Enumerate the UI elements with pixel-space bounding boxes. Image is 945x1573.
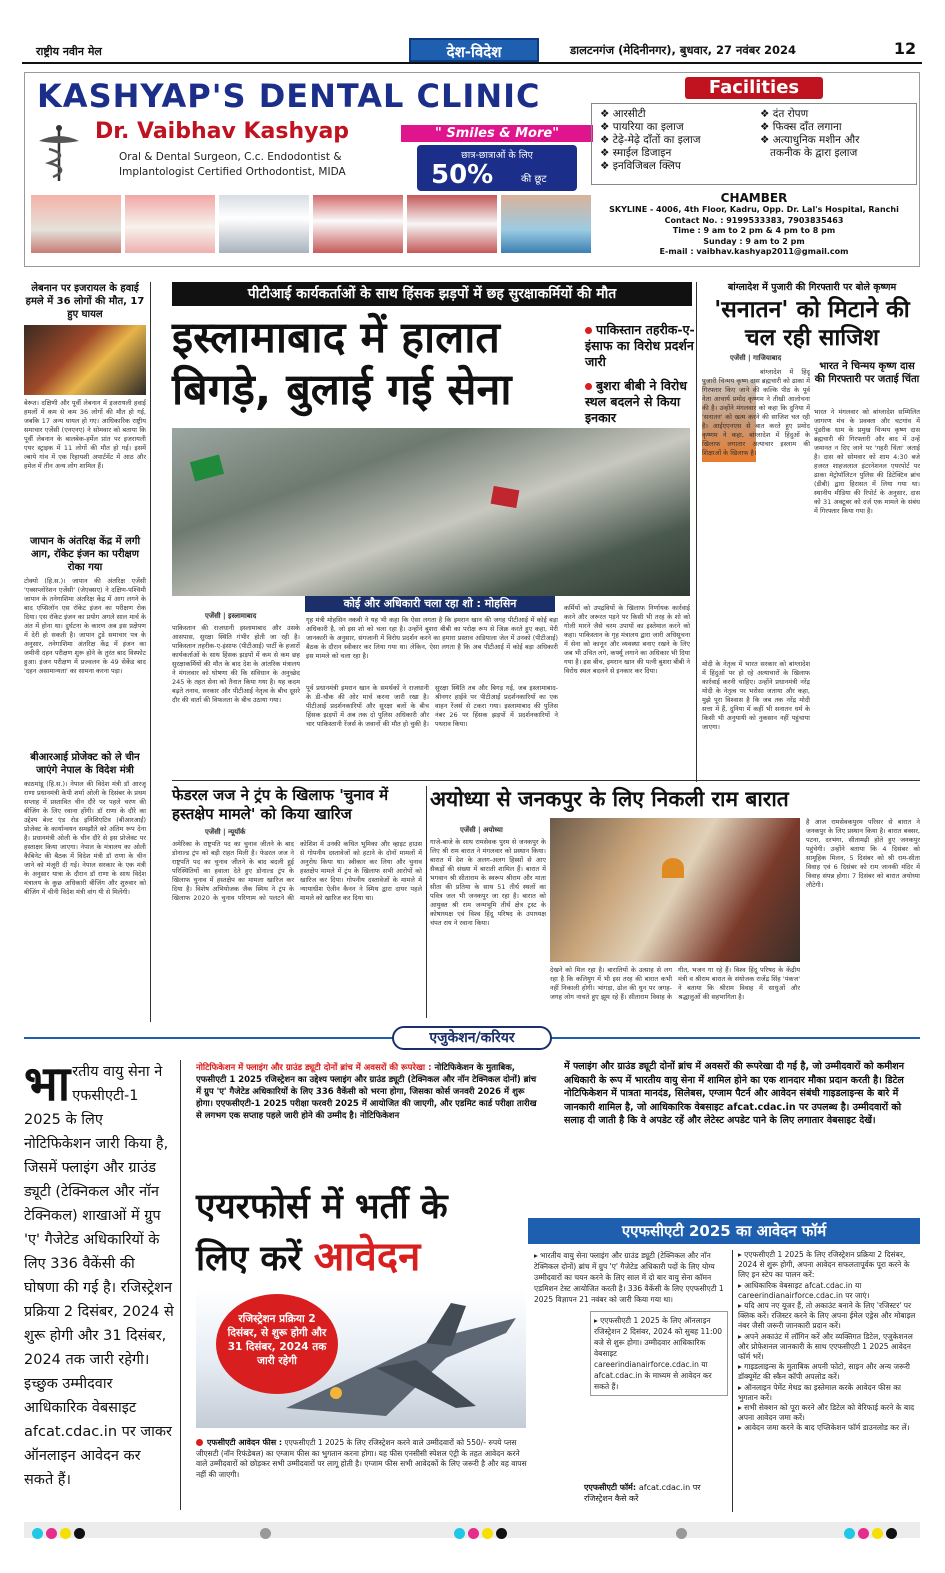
airforce-headline-highlight: आवेदन xyxy=(313,1234,421,1280)
facility-item: ❖ टेढ़े-मेढ़े दाँतों का इलाज xyxy=(600,134,701,146)
print-registration-strip xyxy=(24,1522,920,1538)
lebanon-headline: लेबनान पर इजरायल के हवाई हमले में 36 लोगों की मौत, 17 हुए घायल xyxy=(25,283,145,320)
offer-top-text: छात्र-छात्राओं के लिए xyxy=(461,150,533,161)
smile-photo xyxy=(313,195,403,253)
form-step-item: ▸ गाइडलाइन्स के मुताबिक अपनी फोटो, साइन और अन्य जरूरी डॉक्यूमेंट की स्कैन कॉपी अपलोड करें। xyxy=(738,1362,910,1382)
chamber-contact: Contact No. : 9199533383, 7903835463 xyxy=(664,215,844,225)
saffron-turban xyxy=(662,858,684,878)
fighter-jet-graphic xyxy=(196,1288,526,1428)
facilities-box xyxy=(591,103,917,185)
nepal-story-body: काठमांडू (हि.स.)। नेपाल की विदेश मंत्री डॉ आरजू राणा प्रधानमंत्री केपी शर्मा ओली के दिसंबर के प्रथम सप्ताह में प्रस्तावित चीन दौरे पर पहले चरण की बीजिंग के लिए रवाना होंगी। डॉ राणा के दौरे का उद्देश्य बेल्ट एंड रोड इनिशिएटिव (बीआरआई) प्रोजेक्ट के कार्यान्वयन समझौते को अंतिम रूप देना है। प्रधानमंत्री ओली के चीन दौरे से इस प्रोजेक्ट पर हस्ताक्षर किया जाएगा। नेपाल के मंत्रालय का ओली कैबिनेट की बैठक में विदेश मंत्री डॉ राणा के चीन जाने को मंजूरी दी गई। नेपाल सरकार के एक मंत्री के अनुसार यात्रा के दौरान डॉ राणा के साथ विदेश मंत्रालय के कुछ अधिकारी बीजिंग और शुरुवार को बीजिंग में चीनी विदेश मंत्री वांग यी से मिलेंगी। xyxy=(24,780,146,896)
islamabad-protest-photo xyxy=(172,428,690,596)
tooth-photo-strip xyxy=(31,195,591,253)
japan-headline: जापान के अंतरिक्ष केंद्र में लगी आग, रॉकेट इंजन का परीक्षण रोका गया xyxy=(29,536,141,573)
main-body-col4: कर्मियों को उपद्रवियों के खिलाफ निर्णायक कार्रवाई करने और जरूरत पड़ने पर किसी भी तरह के शो को गोली मारने जैसे चरम उपायों का इस्तेमाल करने को कहा। पाकिस्तान के गृह मंत्रालय द्वारा जारी अधिसूचना में सेना को कानून और व्यवस्था बनाए रखने के लिए जब भी उचित लगे, कर्फ्यू लगाने का अधिकार भी दिया गया है। इस बीच, इमरान खान की पत्नी बुशरा बीबी ने विरोध स्थल बदलने से इनकार कर दिया। xyxy=(564,604,690,675)
sanatan-story-continued: मोदी के नेतृत्व में भारत सरकार को बांग्लादेश में हिंदुओं पर हो रहे अत्याचारों के खिलाफ कार्रवाई करनी चाहिए। उन्होंने प्रधानमंत्री नरेंद्र मोदी के नेतृत्व पर भरोसा जताया और कहा, मुझे पूरा विश्वास है कि जब तक नरेंद्र मोदी सत्ता में हैं, दुनिया में कहीं भी सनातन धर्म के किसी भी अनुयायी को नुकसान नहीं पहुंचाया जाएगा। xyxy=(702,660,810,788)
column-divider xyxy=(150,282,151,1022)
form-step-item: ▸ एएफसीएटी 1 2025 के लिए ऑनलाइन रजिस्ट्रेशन 2 दिसंबर, 2024 को सुबह 11:00 बजे से शुरू होगा। उम्मीदवार आधिकारिक वेबसाइट careerindianairforce.cdac.in या afcat.cdac.in के माध्यम से आवेदन कर सकते हैं। xyxy=(590,1311,728,1396)
form-step-item: ▸ आधिकारिक वेबसाइट afcat.cdac.in या careerindianairforce.cdac.in पर जाएं। xyxy=(738,1280,870,1300)
facility-item: ❖ स्माईल डिजाइन xyxy=(600,147,672,159)
notification-body: नोटिफिकेशन के मुताबिक, एफसीएटी 1 2025 रजिस्ट्रेशन का उद्देश्य फ्लाइंग और ग्राउंड ड्यूटी (टेक्निकल और नॉन टेक्निकल दोनों) ब्रांच में ग्रुप 'ए' गैजेटेड अधिकारियों के लिए 336 वैकेंसी को भरना होगा, जिसका कोर्स जनवरी 2026 में शुरू होगा। एएफसीएटी-1 2025 परीक्षा फरवरी 2025 में आयोजित की जाएगी, और एडमिट कार्ड परीक्षा तारीख से लगभग एक सप्ताह पहले जारी होने की उम्मीद है। नोटिफिकेशन xyxy=(196,1063,537,1121)
trump-agency-line: एजेंसी | न्यूयॉर्क xyxy=(205,828,246,836)
chamber-info xyxy=(591,191,917,263)
application-form-title: एएफसीएटी 2025 का आवेदन फॉर्म xyxy=(528,1218,920,1244)
color-swatches-center xyxy=(454,1524,510,1543)
paper-name: राष्ट्रीय नवीन मेल xyxy=(36,45,102,58)
masthead xyxy=(22,38,922,64)
left-news-column xyxy=(24,282,146,1022)
form-steps-left xyxy=(534,1250,728,1512)
main-banner: पीटीआई कार्यकर्ताओं के साथ हिंसक झड़पों में छह सुरक्षाकर्मियों की मौत xyxy=(172,282,692,306)
section-divider xyxy=(172,780,920,781)
sanatan-story-body: बांग्लादेश में हिंदू पुजारी चिन्मय कृष्ण दास ब्रह्मचारी को ढाका में गिरफ्तार किए जाने की कल्कि पीठ के पूर्व नेता आचार्य प्रमोद कृष्णम ने तीखी आलोचना की है। उन्होंने मंगलवार को कहा कि दुनिया में 'सनातन' को खत्म करने की साजिश चल रही है। आईएएनएस से बात करते हुए प्रमोद कृष्णम ने कहा, बांग्लादेश में हिंदुओं के खिलाफ लगातार अत्याचार इस्लाम की शिक्षाओं के खिलाफ है। xyxy=(702,368,810,457)
chamber-sunday: Sunday : 9 am to 2 pm xyxy=(703,236,805,246)
edu-lead-body: रतीय वायु सेना ने एफसीएटी-1 2025 के लिए नोटिफिकेशन जारी किया है, जिसमें फ्लाइंग और ग्राउंड ड्यूटी (टेक्निकल और नॉन टेक्निकल) शाखाओं में ग्रुप 'ए' गैजेटेड अधिकारियों के लिए 336 वैकेंसी की घोषणा की गई है। रजिस्ट्रेशन प्रक्रिया 2 दिसंबर, 2024 से शुरू होगी और 31 दिसंबर, 2024 तक जारी रहेगी। इच्छुक उम्मीदवार आधिकारिक वेबसाइट afcat.cdac.in पर जाकर ऑनलाइन आवेदन कर सकते हैं। xyxy=(24,1064,174,1488)
education-header xyxy=(24,1026,920,1050)
main-body-col3: पूर्व प्रधानमंत्री इमरान खान के समर्थकों ने राजधानी के डी-चौक की ओर मार्च करना जारी रखा है। पीटीआई प्रदर्शनकारियों और सुरक्षा बलों के बीच हिंसक झड़पों में अब तक दो पुलिस अधिकारी और चार पाकिस्तानी रेंजर्स के जवानों की मौत हो चुकी है। सुरक्षा स्थिति तब और बिगड़ गई, जब इस्लामाबाद-श्रीनगर हाईवे पर पीटीआई प्रदर्शनकारियों का एक वाहन रेंजर्स से टकरा गया। इस्लामाबाद की पुलिस नंबर 26 पर हिंसक झड़पों में प्रदर्शनकारियों ने पथराव किया। xyxy=(306,684,558,728)
form-step-item: ▸ सभी सेक्शन को पूरा करने और डिटेल को वेरिफाई करने के बाद अपना आवेदन जमा करें। xyxy=(738,1403,915,1423)
lebanon-story-body: बेरूत। दक्षिणी और पूर्वी लेबनान में इजरायली हवाई हमलों में कम से कम 36 लोगों की मौत हो गई, जबकि 17 अन्य घायल हो गए। आधिकारिक राष्ट्रीय समाचार एजेंसी (एनएनए) ने सोमवार को बताया कि पूर्वी लेबनान के बालबेक-हर्मेल प्रांत पर इजरायली एयर स्ट्राइक में 11 लोगों की मौत हो गई। इसमें ल्बाये गांव में एक रिहायशी अपार्टमेंट में आठ और हमेल में तीन अन्य लोग शामिल हैं। xyxy=(24,399,146,470)
column-divider xyxy=(696,282,697,782)
notification-heading: नोटिफिकेशन में फ्लाइंग और ग्राउंड ड्यूटी दोनों ब्रांच में अवसरों की रूपरेखा : xyxy=(196,1063,432,1073)
dateline: डालटनगंज (मेदिनीनगर), बुधवार, 27 नवंबर 2024 xyxy=(570,43,797,57)
fee-heading: एफसीएटी आवेदन फीस : xyxy=(196,1438,282,1447)
form-steps-right xyxy=(738,1250,920,1512)
dental-clinic-ad xyxy=(24,72,920,267)
qualifications-line-2: Implantologist Certified Orthodontist, MIDA xyxy=(119,166,346,178)
facility-item: ❖ फिक्स दाँत लगाना xyxy=(760,121,842,133)
ayodhya-story-body: गाजे-बाजे के साथ रामसेवक पुरम से जनकपुर के लिए श्री राम बारात ने मंगलवार को प्रस्थान किया। बारात में देश के अलग-अलग हिस्सों से आए सैकड़ों की संख्या में बाराती शामिल हैं। बारात में भगवान श्री सीताराम के स्वरूप श्रीराम और माता सीता की प्रतिमा के साथ 51 तीर्थ स्थलों का पवित्र जल भी जनकपुर जा रहा है। बारात को आयुक्त श्री राम जन्मभूमि तीर्थ क्षेत्र ट्रस्ट के कोषाध्यक्ष एवं विश्व हिंदू परिषद के उपाध्यक्ष चंपत राय ने रवाना किया। xyxy=(430,838,546,927)
ayodhya-headline: अयोध्या से जनकपुर के लिए निकली राम बारात xyxy=(430,787,789,811)
student-offer-box xyxy=(417,145,577,191)
trump-story-body: अमेरिका के राष्ट्रपति पद का चुनाव जीतने के बाद डोनाल्ड ट्रंप को बड़ी राहत मिली है। फेडरल जज ने राष्ट्रपति पद का चुनाव जीतने के बाद बदली हुई परिस्थितियों का हवाला देते हुए डोनाल्ड ट्रंप के खिलाफ चुनाव में हस्तक्षेप का मामला खारिज कर दिया है। विशेष अभियोजक जैक स्मिथ ने ट्रंप के खिलाफ 2020 के चुनाव परिणाम को पलटने की कोशिश में उनकी कथित भूमिका और व्हाइट हाउस से गोपनीय दस्तावेजों को हटाने के दोनों मामलों में अनुरोध किया था। स्वीकार कर लिया और चुनाव हस्तक्षेप मामले में ट्रंप के खिलाफ सभी आरोपों को खारिज कर दिया। गोपनीय दस्तावेजों के मामले में न्यायाधीश ऐलीन कैनन ने स्मिथ द्वारा दायर पहले मामले को खारिज कर दिया था। xyxy=(172,840,422,902)
bangladesh-subhead: भारत ने चिन्मय कृष्ण दास की गिरफ्तारी पर जताई चिंता xyxy=(814,361,920,385)
right-agency-line: एजेंसी | गाजियाबाद xyxy=(730,354,782,362)
chamber-email: E-mail : vaibhav.kashyap2011@gmail.com xyxy=(659,247,849,256)
notification-summary xyxy=(196,1062,538,1174)
implant-photo xyxy=(219,195,309,253)
notification-summary-continued: में फ्लाइंग और ग्राउंड ड्यूटी दोनों ब्रांच में अवसरों की रूपरेखा दी गई है, जो उम्मीदवारों को कमीशन अधिकारी के रूप में भारतीय वायु सेना में शामिल होने का एक शानदार मौका प्रदान करती है। डिटेल नोटिफिकेशन में पात्रता मानदंड, सिलेबस, एग्जाम पैटर्न और आवेदन संबंधी गाइडलाइन्स के बारे में जानकारी शामिल है, जो आधिकारिक वेबसाइट afcat.cdac.in पर उपलब्ध है। उम्मीदवारों को सलाह दी जाती है कि वे अपडेट रहें और लेटेस्ट अपडेट पाने के लिए लगातार वेबसाइट देखें। xyxy=(564,1061,905,1126)
form-step-item: ▸ एएफसीएटी 1 2025 के लिए रजिस्ट्रेशन प्रक्रिया 2 दिसंबर, 2024 से शुरू होगी, अपना आवेदन सफलतापूर्वक पूरा करने के लिए इन स्टेप का पालन करें: xyxy=(738,1250,910,1280)
facility-item: ❖ दंत रोपण xyxy=(760,108,809,120)
offer-percent: 50% xyxy=(431,160,494,190)
main-agency-line: एजेंसी | इस्लामाबाद xyxy=(205,612,257,620)
column-divider xyxy=(180,1060,181,1510)
bullet-item: पाकिस्तान तहरीक-ए-इंसाफ का विरोध प्रदर्शन जारी xyxy=(585,322,695,369)
caduceus-tooth-icon xyxy=(31,123,87,185)
sanatan-headline: 'सनातन' को मिटाने की चल रही साजिश xyxy=(714,297,910,351)
party-flag xyxy=(190,454,224,481)
ayodhya-agency-line: एजेंसी | अयोध्या xyxy=(460,826,503,834)
form-step-item: ▸ भारतीय वायु सेना फ्लाइंग और ग्राउंड ड्यूटी (टेक्निकल और नॉन टेक्निकल दोनों) ब्रांच में ग्रुप 'ए' गैजेटेड अधिकारी पदों के लिए योग्य उम्मीदवारों का चयन करने के लिए साल में दो बार वायु सेना कॉमन एडमिशन टेस्ट आयोजित करती है। 336 वैकेंसी के लिए एएफसीएटी 1 2025 विज्ञापन 21 नवंबर को जारी किया गया था। xyxy=(534,1251,724,1304)
main-body-col2: गृह मंत्री मोहसिन नकवी ने यह भी कहा कि ऐसा लगता है कि इमरान खान की जगह पीटीआई में कोई बड़ा अधिकारी है, जो इस शो को चला रहा है। उन्होंने बुशरा बीबी का परोक्ष रूप से जिक्र करते हुए कहा, मेरी जानकारी के अनुसार, संगजानी में विरोध प्रदर्शन करने का हमारा प्रस्ताव अडियाला जेल में उनको (पीटीआई) बैठक के दौरान स्वीकार कर लिया गया था। लेकिन, ऐसा लगता है कि अब पीटीआई में कोई बड़ा अधिकारी इस मामले को चला रहा है। xyxy=(306,616,558,660)
photo-caption: कोई और अधिकारी चला रहा शो : मोहसिन xyxy=(305,596,555,612)
facilities-title: Facilities xyxy=(685,77,823,99)
facilities-left-list xyxy=(600,108,701,173)
fee-info xyxy=(196,1438,528,1508)
section-label: देश-विदेश xyxy=(409,38,539,62)
facilities-right-list xyxy=(760,108,859,160)
page-number: 12 xyxy=(893,39,917,58)
registration-mark xyxy=(676,1524,690,1543)
airforce-headline-line1: एयरफोर्स में भर्ती के xyxy=(196,1187,448,1227)
chamber-time: Time : 9 am to 2 pm & 4 pm to 8 pm xyxy=(672,226,836,235)
fee-body: एएफसीएटी 1 2025 के लिए रजिस्ट्रेशन करने वाले उम्मीदवारों को 550/- रुपये प्लस जीएसटी (नॉन रिफंडेबल) का एग्जाम फीस का भुगतान करना होगा। यह फीस एनसीसी स्पेशल एंट्री के तहत आवेदन करने वाले उम्मीदवारों को छोड़कर सभी उम्मीदवारों पर लागू होती है। एग्जाम फीस सभी आवेदकों के लिए जरूरी है और वह वापस नहीं की जाएगी। xyxy=(196,1438,527,1479)
qualifications-line-1: Oral & Dental Surgeon, C.c. Endodontist & xyxy=(119,151,342,163)
facility-item: ❖ अत्याधुनिक मशीन और xyxy=(760,134,860,146)
form-step-item: ▸ ऑनलाइन पेमेंट मेथड का इस्तेमाल करके आवेदन फीस का भुगतान करें। xyxy=(738,1382,901,1402)
chamber-title: CHAMBER xyxy=(720,191,788,205)
trump-headline: फेडरल जज ने ट्रंप के खिलाफ 'चुनाव में हस्तक्षेप मामले' को किया खारिज xyxy=(172,786,389,823)
education-label: एजुकेशन/करियर xyxy=(392,1026,552,1050)
column-divider xyxy=(426,786,427,1018)
clinic-name: KASHYAP'S DENTAL CLINIC xyxy=(37,77,541,115)
braces-photo xyxy=(125,195,215,253)
ayodhya-story-body-c: है आज रामसेवकपुरम परिसर से बारात ने जनकपुर के लिए प्रस्थान किया है। बारात बक्सर, पटना, दरभंगा, सीतामढ़ी होते हुए जनकपुर पहुंचेगी। उन्होंने बताया कि 4 दिसंबर को सामूहिक मिलन, 5 दिसंबर को श्री राम-सीता विवाह एवं 6 दिसंबर को राम जानकी मंदिर में विवाह संपन्न होगा। 7 दिसंबर को बारात अयोध्या लौटेगी। xyxy=(806,818,920,889)
party-flag xyxy=(491,486,520,508)
chamber-line: SKYLINE - 4006, 4th Floor, Kadru, Opp. Dr. Lal's Hospital, Ranchi xyxy=(609,205,899,214)
nepal-headline: बीआरआई प्रोजेक्ट को ले चीन जाएंगे नेपाल के विदेश मंत्री xyxy=(30,752,140,776)
doctor-name: Dr. Vaibhav Kashyap xyxy=(95,119,350,144)
registration-dates-badge: रजिस्ट्रेशन प्रक्रिया 2 दिसंबर, से शुरू होगी और 31 दिसंबर, 2024 तक जारी रहेगी xyxy=(216,1294,338,1394)
airforce-headline-line2: लिए करें आवेदन xyxy=(196,1234,421,1280)
airforce-headline xyxy=(196,1182,526,1284)
child-patient-photo xyxy=(501,195,591,253)
lebanon-strike-photo xyxy=(24,325,146,395)
main-bullets xyxy=(585,322,695,426)
facility-item: तकनीक के द्वारा इलाज xyxy=(770,147,858,159)
column-divider xyxy=(732,1250,733,1512)
bangladesh-kicker: बांग्लादेश में पुजारी की गिरफ्तारी पर बोले कृष्णम xyxy=(727,282,897,293)
form-footer: एएफसीएटी फॉर्म: afcat.cdac.in पर रजिस्ट्रेशन कैसे करें xyxy=(584,1483,701,1503)
edu-lead-text xyxy=(24,1056,174,1510)
tagline: " Smiles & More" xyxy=(401,125,593,142)
color-swatches-right xyxy=(844,1524,900,1543)
japan-story-body: टोक्यो (हि.स.)। जापान की अंतरिक्ष एजेंसी 'एक्सप्लोरेशन एजेंसी' (जेएक्सए) ने दक्षिण-पश्चिमी जापान के तनेगाशिमा अंतरिक्ष केंद्र में आग लगने के बाद एप्सिलॉन एस रॉकेट इंजन का परीक्षण रोक दिया। एस रॉकेट इंजन का प्रयोग अगले साल मार्च के अंत में होना था। दुर्घटना के कारण अब इस प्रक्षेपण में देरी हो सकती है। जापान टुडे समाचार पत्र के अनुसार, तनेगाशिमा अंतरिक्ष केंद्र में इंजन का जमीनी दहन परीक्षण शुरू होने के तुरंत बाद विस्फोट हुआ। इंजन परीक्षण में प्रज्वलन के 49 सेकेंड बाद 'दहन असामान्यता' का सामना करना पड़ा। xyxy=(24,577,146,675)
facility-item: ❖ पायरिया का इलाज xyxy=(600,121,684,133)
form-step-item: ▸ अपने अकाउंट में लॉगिन करें और व्यक्तिगत डिटेल, एजुकेशनल और प्रोफेशनल जानकारी के साथ एएफसीएटी 1 2025 आवेदन फॉर्म भरें। xyxy=(738,1331,913,1362)
main-body-col1: पाकिस्तान की राजधानी इस्लामाबाद और उसके आसपास, सुरक्षा स्थिति गंभीर होती जा रही है। पाकिस्तान तहरीक-ए-इंसाफ (पीटीआई) पार्टी के हजारों कार्यकर्ताओं के साथ हिंसक झड़पों में कम से कम छह सुरक्षाकर्मियों की मौत के बाद देश के आंतरिक मंत्रालय ने मंगलवार को घोषणा की कि संविधान के अनुच्छेद 245 के तहत सेना को तैनात किया गया है। यह कदम बढ़ते तनाव, सरकार और पीटीआई नेतृत्व के बीच दूसरे दौर की वार्ता की विफलता के बीच उठाया गया। xyxy=(172,624,300,704)
bangladesh-story-body: भारत ने मंगलवार को बांग्लादेश सम्मिलित जागरण मंच के प्रवक्ता और चटगांव में पुंडरीक धाम के प्रमुख चिन्मय कृष्ण दास ब्रह्मचारी की गिरफ्तारी और बाद में उन्हें जमानत न दिए जाने पर 'गहरी चिंता' जताई है। दास को सोमवार को शाम 4:30 बजे हजरत शाहजलाल इंटरनेशनल एयरपोर्ट पर ढाका मेट्रोपॉलिटन पुलिस की डिटेक्टिव ब्रांच (डीबी) द्वारा हिरासत में लिया गया था। स्थानीय मीडिया की रिपोर्ट के अनुसार, दास को 31 अक्टूबर को दर्ज एक मामले के संबंध में गिरफ्तार किया गया है। xyxy=(814,408,920,515)
ram-barat-photo xyxy=(550,818,800,962)
teeth-closeup-photo xyxy=(407,195,497,253)
registration-mark xyxy=(260,1524,274,1543)
facility-item: ❖ आरसीटी xyxy=(600,108,646,120)
main-headline: इस्लामाबाद में हालात बिगड़े, बुलाई गई सेना xyxy=(172,313,512,415)
form-step-item: ▸ आवेदन जमा करने के बाद एप्लिकेशन फॉर्म डाउनलोड कर लें। xyxy=(738,1423,910,1433)
offer-tail: की छूट xyxy=(521,174,547,185)
ayodhya-story-body-b: देखने को मिल रहा है। बारातियों के उत्साह से लग रहा है कि कलियुग में भी इस तरह की बारात कभी नहीं निकाली होगी। भांगड़ा, ढोल की धुन पर जगह-जगह लोग नाचते हुए झूम रहे हैं। सीताराम विवाह के गीत, भजन गा रहे हैं। विश्व हिंदू परिषद के केंद्रीय मंत्री व श्रीराम बारात के संयोजक राजेंद्र सिंह 'पंकज' ने बताया कि श्रीराम विवाह में साधुओं और श्रद्धालुओं की सहभागिता है। xyxy=(550,966,800,1001)
form-step-item: ▸ यदि आप नए यूजर हैं, तो अकाउंट बनाने के लिए 'रजिस्टर' पर क्लिक करें। रजिस्टर करने के लिए अपना ईमेल एड्रेस और मोबाइल नंबर जैसी जरूरी जानकारी प्रदान करें। xyxy=(738,1301,916,1331)
color-swatches-left xyxy=(32,1524,88,1543)
drop-cap: भा xyxy=(24,1056,71,1112)
bullet-item: बुशरा बीबी ने विरोध स्थल बदलने से किया इनकार xyxy=(585,378,695,426)
facility-item: ❖ इनविजिबल क्लिप xyxy=(600,160,681,172)
dentures-photo xyxy=(31,195,121,253)
